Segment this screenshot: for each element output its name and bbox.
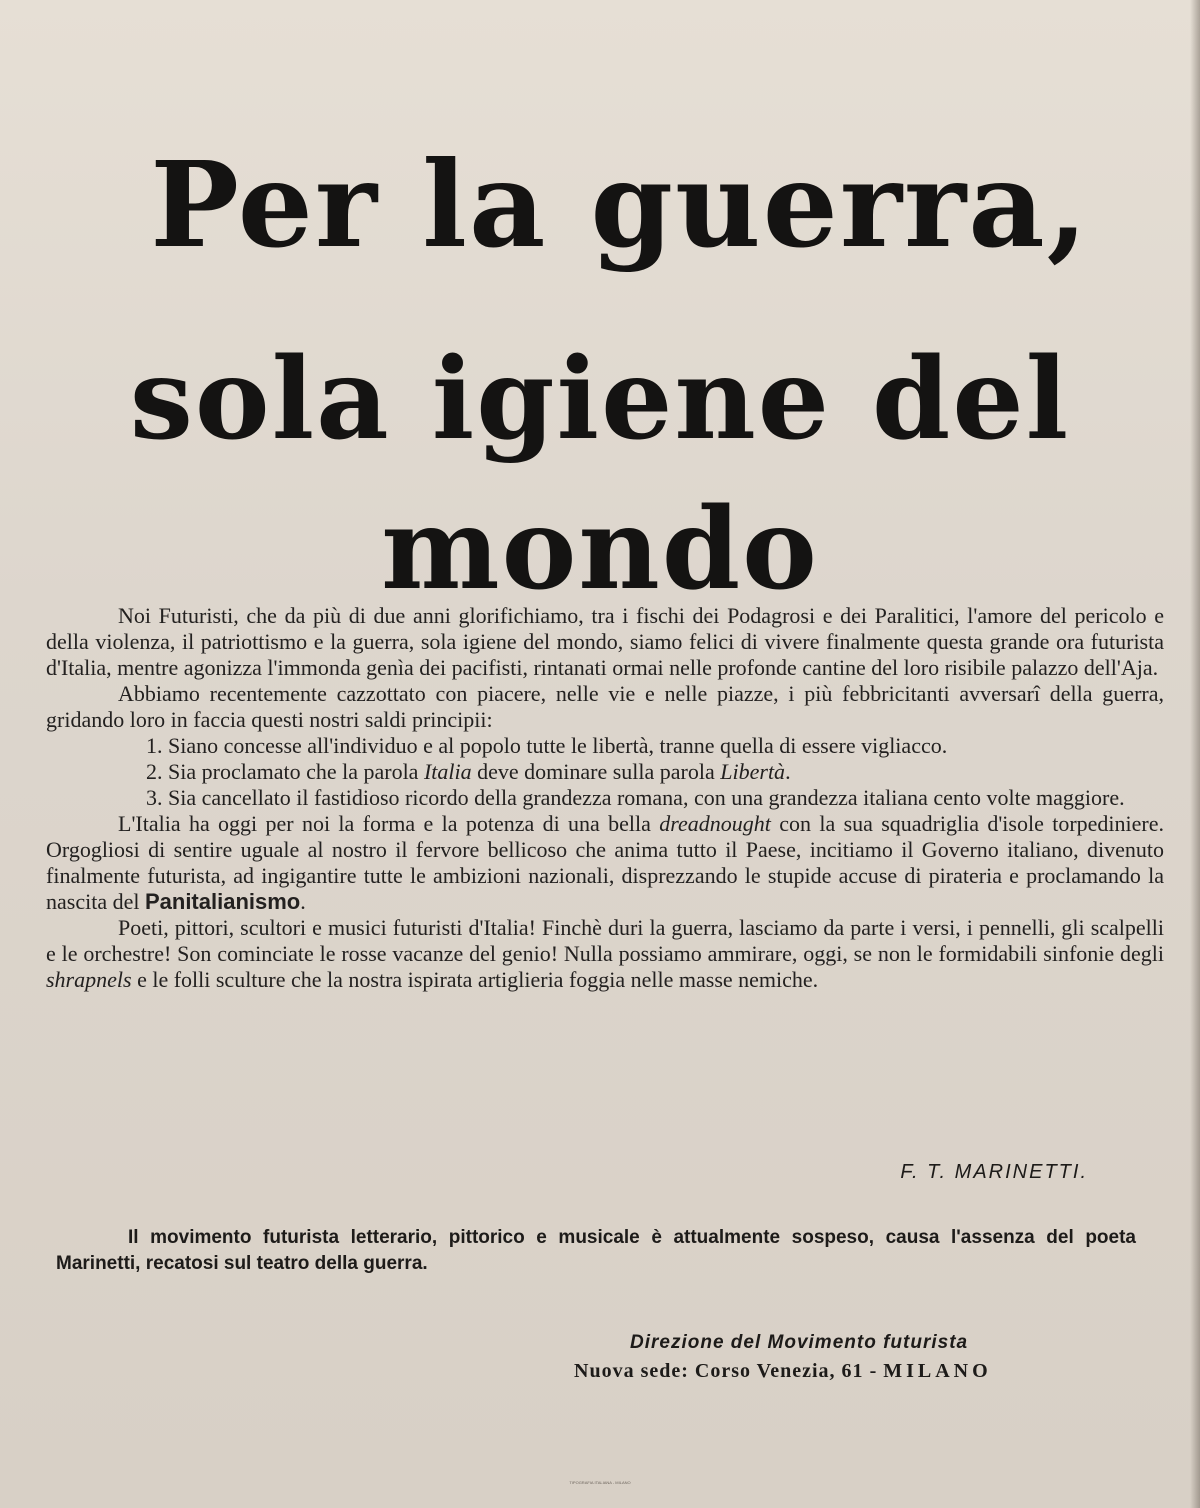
- principle-2-italia: Italia: [423, 759, 472, 784]
- principle-2-text-c: .: [785, 759, 791, 784]
- paragraph-4-text-a: Poeti, pittori, scultori e musici futuristi d'Italia! Finchè duri la guerra, lasciamo da parte i versi, i pennelli, gli scalpelli e le orchestre! Son cominciate le rosse vacanze del genio! Nulla possiamo ammirare, oggi, se non le formidabili sinfonie degli: [46, 915, 1164, 966]
- poster-title-line-1: Per la guerra,: [150, 135, 1090, 274]
- principle-2: [46, 759, 1164, 785]
- address-prefix: Nuova sede:: [574, 1360, 689, 1382]
- principle-2-text-b: deve dominare sulla parola: [471, 759, 721, 784]
- paragraph-4-text-b: e le folli sculture che la nostra ispirata artiglieria foggia nelle masse nemiche.: [131, 967, 819, 992]
- manifesto-body: [46, 603, 1164, 993]
- principle-1: 1. Siano concesse all'individuo e al popolo tutte le libertà, tranne quella di essere vigliacco.: [146, 733, 948, 758]
- address-street: Corso Venezia, 61: [694, 1360, 864, 1382]
- paragraph-2: Abbiamo recentemente cazzottato con piacere, nelle vie e nelle piazze, i più febbricitanti avversarî della guerra, gridando loro in faccia questi nostri saldi principii:: [46, 681, 1164, 732]
- author-signature: F. T. MARINETTI.: [900, 1161, 1088, 1183]
- panitalianismo-word: Panitalianismo: [144, 889, 301, 914]
- paragraph-3-text-b: con la sua squadriglia d'isole torpediniere. Orgogliosi di sentire uguale al nostro il fervore bellicoso che anima tutto il Paese, incitiamo il Governo italiano, divenuto finalmente futurista, ad ingigantire tutte le ambizioni nazionali, disprezzando le stupide accuse di pirateria e proclamando la nascita del: [46, 811, 1164, 914]
- poster-title-line-2: sola igiene del mondo: [129, 334, 1071, 615]
- paragraph-3-text-c: .: [300, 889, 306, 914]
- paragraph-4: [46, 915, 1164, 993]
- shrapnels-word: shrapnels: [46, 967, 132, 992]
- principle-2-liberta: Libertà: [720, 759, 786, 784]
- movement-address: [574, 1360, 992, 1383]
- dreadnought-word: dreadnought: [659, 811, 771, 836]
- suspension-notice: Il movimento futurista letterario, pittorico e musicale è attualmente sospeso, causa l'assenza del poeta Marinetti, recatosi sul teatro della guerra.: [56, 1227, 1136, 1274]
- principle-2-text-a: 2. Sia proclamato che la parola: [146, 759, 424, 784]
- movement-direction: Direzione del Movimento futurista: [630, 1332, 969, 1353]
- paragraph-1: Noi Futuristi, che da più di due anni glorifichiamo, tra i fischi dei Podagrosi e dei Paralitici, l'amore del pericolo e della violenza, il patriottismo e la guerra, sola igiene del mondo, siamo felici di vivere finalmente questa grande ora futurista d'Italia, mentre agonizza l'immonda genìa dei pacifisti, rintanati ormai nelle profonde cantine del loro risibile palazzo dell'Aja.: [46, 603, 1164, 680]
- address-separator: -: [869, 1360, 878, 1382]
- printer-imprint: TIPOGRAFIA ITALIANA - MILANO: [569, 1480, 631, 1485]
- paragraph-3-text-a: L'Italia ha oggi per noi la forma e la potenza di una bella: [118, 811, 660, 836]
- paragraph-3: [46, 811, 1164, 915]
- address-city: MILANO: [883, 1360, 992, 1382]
- principle-3: 3. Sia cancellato il fastidioso ricordo della grandezza romana, con una grandezza italiana cento volte maggiore.: [146, 785, 1125, 810]
